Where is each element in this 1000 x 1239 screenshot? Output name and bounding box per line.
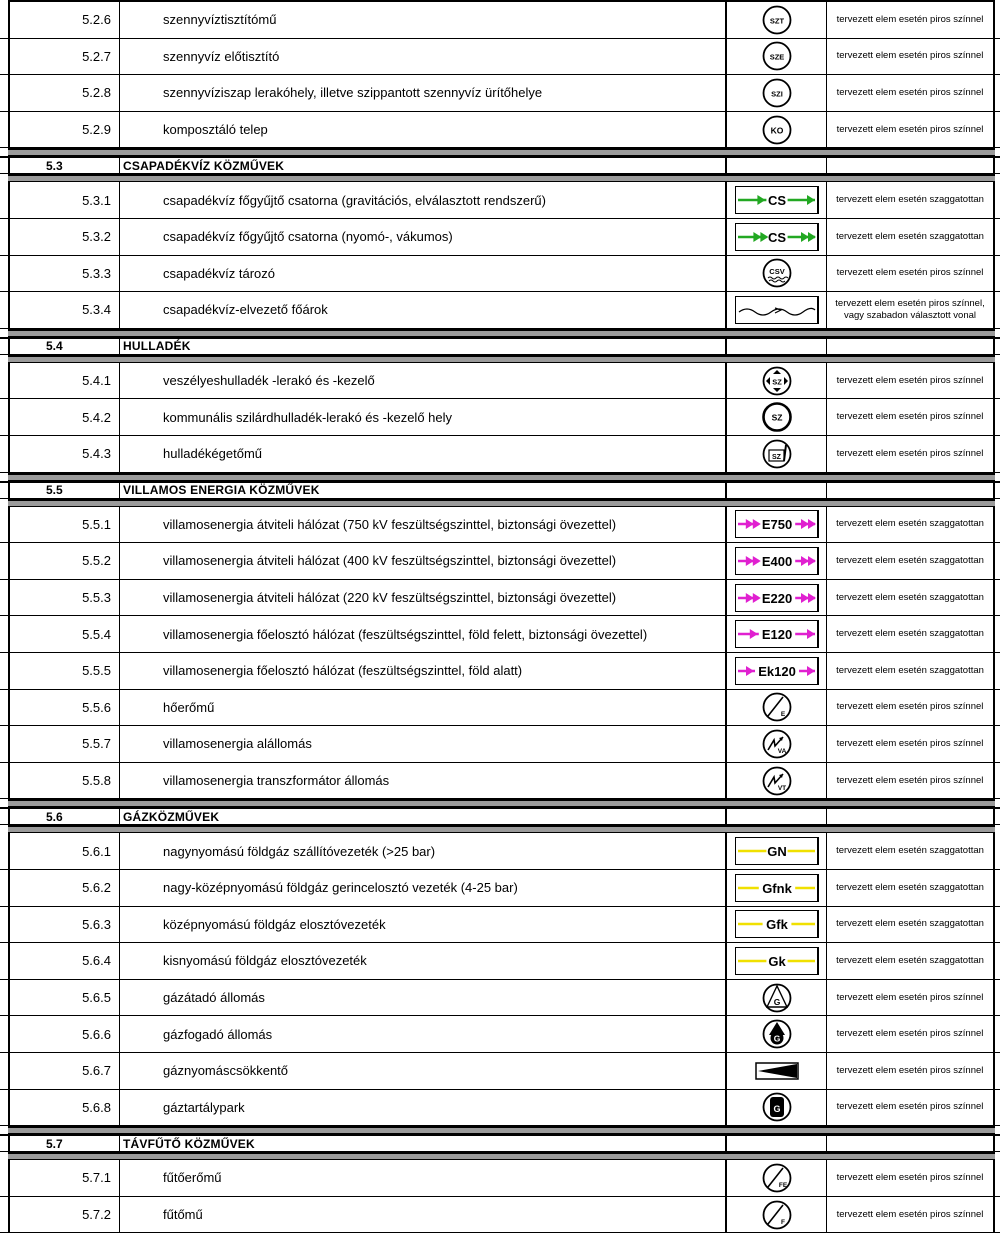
item-name: szennyvíziszap lerakóhely, illetve szippantott szennyvíz ürítőhelye	[120, 75, 727, 111]
item-code: 5.6.4	[8, 943, 120, 979]
item-name: villamosenergia átviteli hálózat (400 kV feszültségszinttel, biztonsági övezettel)	[120, 543, 727, 579]
section-note-cell	[827, 1136, 995, 1151]
section-separator	[8, 174, 995, 182]
item-note: tervezett elem esetén szaggatottan	[827, 653, 995, 689]
legend-row	[0, 2, 1000, 39]
section-code: 5.3	[8, 158, 120, 173]
item-code: 5.6.1	[8, 833, 120, 869]
item-code: 5.3.3	[8, 256, 120, 292]
item-code: 5.6.3	[8, 907, 120, 943]
item-note: tervezett elem esetén piros színnel	[827, 436, 995, 472]
item-symbol	[727, 580, 827, 616]
section-header	[0, 807, 1000, 825]
item-note: tervezett elem esetén piros színnel, vagy szabadon választott vonal	[827, 292, 995, 328]
circle-triangle-open-icon	[761, 982, 793, 1014]
legend-row	[0, 833, 1000, 870]
symbol-label: Gfnk	[761, 880, 792, 896]
section-header	[0, 481, 1000, 499]
item-symbol	[727, 1016, 827, 1052]
line-double-arrow-icon	[735, 223, 819, 251]
circle-hazard-icon	[761, 365, 793, 397]
line-double-arrow-icon	[735, 510, 819, 538]
legend-row	[0, 1197, 1000, 1234]
section-code: 5.5	[8, 483, 120, 498]
item-name: nagynyomású földgáz szállítóvezeték (>25 bar)	[120, 833, 727, 869]
line-plain-icon	[735, 947, 819, 975]
item-symbol	[727, 399, 827, 435]
circle-icon	[761, 40, 793, 72]
section-code: 5.7	[8, 1136, 120, 1151]
line-plain-icon	[735, 837, 819, 865]
item-symbol	[727, 1053, 827, 1089]
item-code: 5.6.2	[8, 870, 120, 906]
item-code: 5.6.8	[8, 1090, 120, 1126]
symbol-label: G	[773, 1033, 780, 1044]
section-title: HULLADÉK	[120, 339, 727, 354]
item-note: tervezett elem esetén szaggatottan	[827, 219, 995, 255]
section-separator	[8, 329, 995, 337]
item-code: 5.5.1	[8, 507, 120, 543]
section-header	[0, 1134, 1000, 1152]
symbol-label: CSV	[768, 267, 785, 277]
item-note: tervezett elem esetén piros színnel	[827, 112, 995, 148]
symbol-label: G	[772, 1104, 781, 1115]
legend-row	[0, 1160, 1000, 1197]
item-code: 5.7.2	[8, 1197, 120, 1233]
item-note: tervezett elem esetén szaggatottan	[827, 870, 995, 906]
section-header	[0, 156, 1000, 174]
item-note: tervezett elem esetén piros színnel	[827, 726, 995, 762]
legend-row	[0, 907, 1000, 944]
item-name: gázátadó állomás	[120, 980, 727, 1016]
item-name: gáztartálypark	[120, 1090, 727, 1126]
item-symbol	[727, 1160, 827, 1196]
item-note: tervezett elem esetén szaggatottan	[827, 616, 995, 652]
item-name: villamosenergia főelosztó hálózat (feszültségszinttel, föld felett, biztonsági övezettel)	[120, 616, 727, 652]
item-code: 5.6.6	[8, 1016, 120, 1052]
circle-wave-icon	[761, 257, 793, 289]
circle-slash-icon	[761, 1199, 793, 1231]
item-name: fűtőmű	[120, 1197, 727, 1233]
item-name: gáznyomáscsökkentő	[120, 1053, 727, 1089]
section-symbol-cell	[727, 339, 827, 354]
section-note-cell	[827, 809, 995, 824]
symbol-label: Gfk	[765, 917, 788, 933]
item-code: 5.5.8	[8, 763, 120, 799]
legend-row	[0, 1016, 1000, 1053]
section-title: VILLAMOS ENERGIA KÖZMŰVEK	[120, 483, 727, 498]
section-symbol-cell	[727, 809, 827, 824]
item-name: szennyvíz előtisztító	[120, 39, 727, 75]
section-title: GÁZKÖZMŰVEK	[120, 809, 727, 824]
line-plain-icon	[735, 910, 819, 938]
item-code: 5.5.4	[8, 616, 120, 652]
item-name: középnyomású földgáz elosztóvezeték	[120, 907, 727, 943]
item-name: csapadékvíz-elvezető főárok	[120, 292, 727, 328]
legend-row	[0, 690, 1000, 727]
section-separator	[8, 355, 995, 363]
symbol-label: E220	[761, 590, 792, 606]
item-code: 5.2.9	[8, 112, 120, 148]
item-note: tervezett elem esetén piros színnel	[827, 39, 995, 75]
item-symbol	[727, 112, 827, 148]
section-separator	[8, 473, 995, 481]
legend-row	[0, 39, 1000, 76]
item-name: kisnyomású földgáz elosztóvezeték	[120, 943, 727, 979]
legend-row	[0, 543, 1000, 580]
symbol-label: E120	[761, 627, 792, 643]
item-note: tervezett elem esetén piros színnel	[827, 1160, 995, 1196]
circle-icon	[761, 114, 793, 146]
item-symbol	[727, 363, 827, 399]
circle-bolt-icon	[761, 728, 793, 760]
circle-burn-icon	[761, 438, 793, 470]
item-note: tervezett elem esetén szaggatottan	[827, 507, 995, 543]
section-separator	[8, 825, 995, 833]
legend-row	[0, 112, 1000, 149]
item-note: tervezett elem esetén piros színnel	[827, 2, 995, 38]
item-symbol	[727, 980, 827, 1016]
symbol-label: F	[780, 1218, 785, 1226]
item-symbol	[727, 907, 827, 943]
item-note: tervezett elem esetén piros színnel	[827, 763, 995, 799]
item-note: tervezett elem esetén piros színnel	[827, 1090, 995, 1126]
item-note: tervezett elem esetén szaggatottan	[827, 182, 995, 218]
item-code: 5.5.5	[8, 653, 120, 689]
symbol-label: Ek120	[757, 663, 796, 679]
item-note: tervezett elem esetén piros színnel	[827, 363, 995, 399]
item-symbol	[727, 870, 827, 906]
item-note: tervezett elem esetén szaggatottan	[827, 833, 995, 869]
item-name: villamosenergia főelosztó hálózat (feszültségszinttel, föld alatt)	[120, 653, 727, 689]
legend-row	[0, 363, 1000, 400]
symbol-label: VT	[777, 784, 786, 792]
symbol-label: SZI	[770, 89, 783, 99]
item-code: 5.5.2	[8, 543, 120, 579]
circle-icon	[761, 4, 793, 36]
item-symbol	[727, 690, 827, 726]
item-code: 5.5.3	[8, 580, 120, 616]
item-code: 5.4.1	[8, 363, 120, 399]
circle-triangle-filled-icon	[761, 1018, 793, 1050]
symbol-label: KO	[770, 125, 783, 136]
item-symbol	[727, 943, 827, 979]
item-code: 5.4.2	[8, 399, 120, 435]
reducer-icon	[752, 1060, 802, 1082]
section-separator	[8, 499, 995, 507]
item-code: 5.4.3	[8, 436, 120, 472]
section-header	[0, 337, 1000, 355]
item-name: csapadékvíz főgyűjtő csatorna (gravitációs, elválasztott rendszerű)	[120, 182, 727, 218]
legend-row	[0, 943, 1000, 980]
item-name: veszélyeshulladék -lerakó és -kezelő	[120, 363, 727, 399]
item-note: tervezett elem esetén szaggatottan	[827, 543, 995, 579]
item-symbol	[727, 256, 827, 292]
legend-row	[0, 292, 1000, 329]
symbol-label: SZ	[771, 377, 782, 387]
item-note: tervezett elem esetén piros színnel	[827, 980, 995, 1016]
item-code: 5.5.6	[8, 690, 120, 726]
circle-slash-icon	[761, 691, 793, 723]
section-separator	[8, 799, 995, 807]
item-name: villamosenergia transzformátor állomás	[120, 763, 727, 799]
item-code: 5.3.4	[8, 292, 120, 328]
line-single-arrow-icon	[735, 186, 819, 214]
symbol-label: G	[773, 996, 780, 1007]
line-single-arrow-icon	[735, 620, 819, 648]
symbol-label: Gk	[767, 953, 786, 969]
item-symbol	[727, 653, 827, 689]
item-name: villamosenergia átviteli hálózat (220 kV feszültségszinttel, biztonsági övezettel)	[120, 580, 727, 616]
symbol-label: FE	[778, 1181, 787, 1189]
item-symbol	[727, 219, 827, 255]
circle-bolt-icon	[761, 765, 793, 797]
item-code: 5.2.6	[8, 2, 120, 38]
legend-row	[0, 870, 1000, 907]
symbol-label: E400	[761, 553, 792, 569]
section-symbol-cell	[727, 1136, 827, 1151]
legend-row	[0, 256, 1000, 293]
item-symbol	[727, 2, 827, 38]
item-symbol	[727, 182, 827, 218]
legend-row	[0, 653, 1000, 690]
line-double-arrow-icon	[735, 584, 819, 612]
item-symbol	[727, 616, 827, 652]
item-name: kommunális szilárdhulladék-lerakó és -kezelő hely	[120, 399, 727, 435]
item-note: tervezett elem esetén szaggatottan	[827, 943, 995, 979]
line-plain-icon	[735, 874, 819, 902]
item-symbol	[727, 833, 827, 869]
item-name: villamosenergia átviteli hálózat (750 kV feszültségszinttel, biztonsági övezettel)	[120, 507, 727, 543]
item-note: tervezett elem esetén szaggatottan	[827, 580, 995, 616]
section-note-cell	[827, 158, 995, 173]
circle-slash-icon	[761, 1162, 793, 1194]
symbol-label: CS	[767, 193, 786, 209]
item-symbol	[727, 507, 827, 543]
legend-row	[0, 436, 1000, 473]
item-note: tervezett elem esetén piros színnel	[827, 1016, 995, 1052]
symbol-label: GN	[766, 844, 787, 860]
item-symbol	[727, 39, 827, 75]
item-note: tervezett elem esetén piros színnel	[827, 256, 995, 292]
circle-bold-icon	[761, 401, 793, 433]
item-note: tervezett elem esetén piros színnel	[827, 75, 995, 111]
legend-row	[0, 507, 1000, 544]
item-name: villamosenergia alállomás	[120, 726, 727, 762]
section-symbol-cell	[727, 158, 827, 173]
item-code: 5.3.2	[8, 219, 120, 255]
symbol-label: E	[780, 711, 785, 719]
section-separator	[8, 148, 995, 156]
legend-row	[0, 980, 1000, 1017]
item-name: csapadékvíz főgyűjtő csatorna (nyomó-, vákumos)	[120, 219, 727, 255]
circle-tank-icon	[761, 1091, 793, 1123]
section-title: TÁVFŰTŐ KÖZMŰVEK	[120, 1136, 727, 1151]
item-symbol	[727, 292, 827, 328]
item-note: tervezett elem esetén piros színnel	[827, 399, 995, 435]
item-name: komposztáló telep	[120, 112, 727, 148]
line-single-arrow-icon	[735, 657, 819, 685]
item-symbol	[727, 543, 827, 579]
legend-row	[0, 616, 1000, 653]
legend-row	[0, 182, 1000, 219]
item-note: tervezett elem esetén szaggatottan	[827, 907, 995, 943]
item-name: csapadékvíz tározó	[120, 256, 727, 292]
item-symbol	[727, 436, 827, 472]
item-name: hőerőmű	[120, 690, 727, 726]
item-note: tervezett elem esetén piros színnel	[827, 690, 995, 726]
item-code: 5.6.7	[8, 1053, 120, 1089]
item-symbol	[727, 1090, 827, 1126]
section-title: CSAPADÉKVÍZ KÖZMŰVEK	[120, 158, 727, 173]
circle-icon	[761, 77, 793, 109]
item-code: 5.2.7	[8, 39, 120, 75]
item-name: nagy-középnyomású földgáz gerincelosztó vezeték (4-25 bar)	[120, 870, 727, 906]
section-code: 5.6	[8, 809, 120, 824]
symbol-label: SZ	[771, 453, 781, 461]
item-code: 5.7.1	[8, 1160, 120, 1196]
item-symbol	[727, 75, 827, 111]
section-separator	[8, 1152, 995, 1160]
wavy-line-icon	[735, 296, 819, 324]
line-double-arrow-icon	[735, 547, 819, 575]
legend-row	[0, 1053, 1000, 1090]
legend-row	[0, 399, 1000, 436]
symbol-label: E750	[761, 517, 792, 533]
section-separator	[8, 1126, 995, 1134]
symbol-label: SZT	[769, 16, 784, 26]
legend-row	[0, 75, 1000, 112]
symbol-label: CS	[767, 229, 786, 245]
symbol-label: SZ	[771, 412, 782, 423]
item-note: tervezett elem esetén piros színnel	[827, 1197, 995, 1233]
item-symbol	[727, 763, 827, 799]
item-name: szennyvíztisztítómű	[120, 2, 727, 38]
item-name: fűtőerőmű	[120, 1160, 727, 1196]
section-note-cell	[827, 339, 995, 354]
item-name: hulladékégetőmű	[120, 436, 727, 472]
item-code: 5.2.8	[8, 75, 120, 111]
legend-row	[0, 219, 1000, 256]
legend-row	[0, 580, 1000, 617]
symbol-label: SZE	[769, 52, 784, 62]
item-name: gázfogadó állomás	[120, 1016, 727, 1052]
item-note: tervezett elem esetén piros színnel	[827, 1053, 995, 1089]
item-code: 5.5.7	[8, 726, 120, 762]
legend-row	[0, 1090, 1000, 1127]
legend-row	[0, 726, 1000, 763]
item-code: 5.3.1	[8, 182, 120, 218]
item-symbol	[727, 1197, 827, 1233]
section-symbol-cell	[727, 483, 827, 498]
item-symbol	[727, 726, 827, 762]
item-code: 5.6.5	[8, 980, 120, 1016]
legend-row	[0, 763, 1000, 800]
section-note-cell	[827, 483, 995, 498]
section-code: 5.4	[8, 339, 120, 354]
symbol-label: VA	[777, 747, 786, 755]
